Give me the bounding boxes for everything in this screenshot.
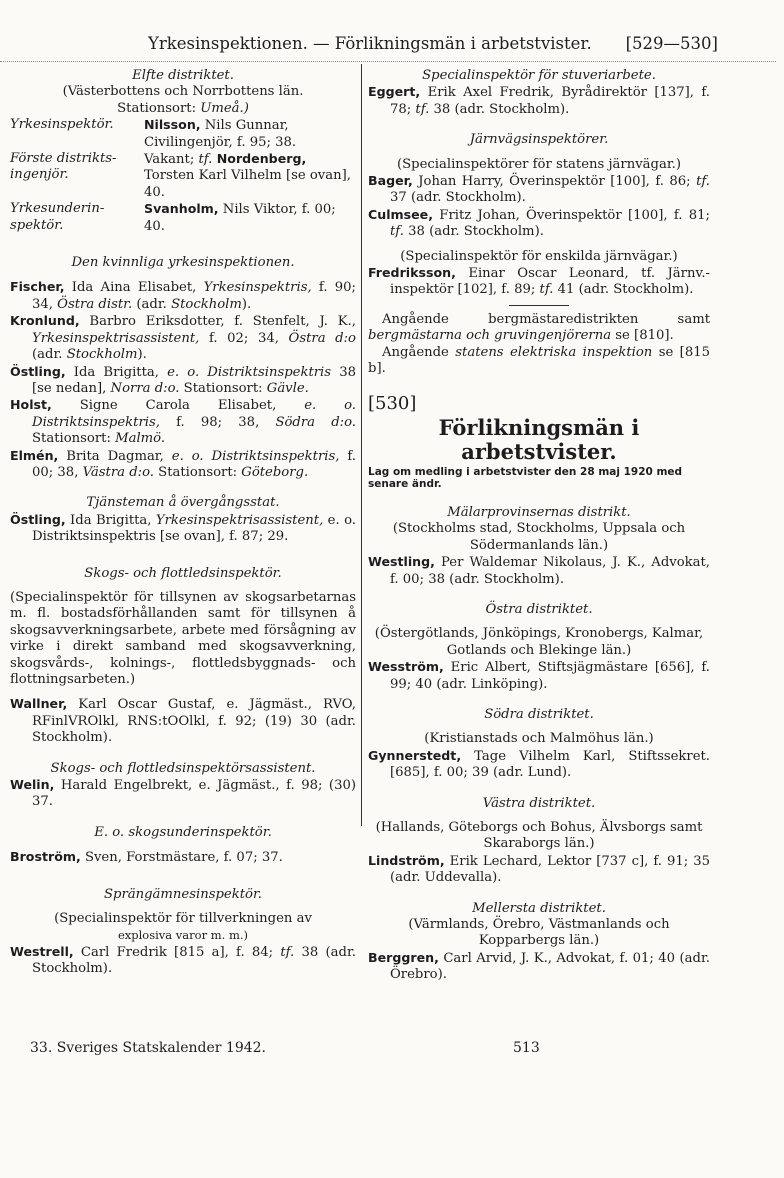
- position-table: [10, 117, 356, 235]
- person-entry: Elmén, Brita Dagmar, e. o. Distriktsinspektris, f. 00; 38, Västra d:o. Stationsort: Göteborg.: [10, 447, 356, 480]
- person-entry: Eggert, Erik Axel Fredrik, Byrådirektör [137], f. 78; tf. 38 (adr. Stockholm).: [368, 84, 710, 117]
- station-line: Stationsort: Umeå.): [117, 100, 249, 116]
- person-entry: Östling, Ida Brigitta, Yrkesinspektrisassistent, e. o. Distriktsinspektris [se ovan], f. 87; 29.: [10, 511, 356, 545]
- separator-rule: [509, 305, 569, 306]
- section-heading: Tjänsteman å övergångsstat.: [86, 495, 280, 511]
- section-heading: Den kvinnliga yrkesinspektionen.: [71, 255, 295, 271]
- person-entry: Kronlund, Barbro Eriksdotter, f. Stenfelt, J. K., Yrkesinspektrisassistent, f. 02; 34, Östra d:o (adr. Stockholm).: [10, 313, 356, 363]
- section-heading: Mälarprovinsernas distrikt.: [447, 504, 631, 520]
- district-subtitle: (Östergötlands, Jönköpings, Kronobergs, Kalmar, Gotlands och Blekinge län.): [374, 626, 704, 658]
- section-heading: Elfte distriktet.: [132, 68, 234, 83]
- section-title: Förlikningsmän i arbetstvister.: [438, 414, 640, 464]
- district-subtitle: (Värmlands, Örebro, Västmanlands och Kopparbergs län.): [408, 917, 670, 949]
- person-entry: Wallner, Karl Oscar Gustaf, e. Jägmäst., RVO, RFinlVROlkl, RNS:tOOlkl, f. 92; (19) 30 (adr. Stockholm).: [10, 696, 356, 746]
- section-heading: Skogs- och flottledsinspektörsassistent.: [50, 760, 316, 776]
- person-entry: Wesström, Eric Albert, Stiftsjägmästare [656], f. 99; 40 (adr. Linköping).: [368, 659, 710, 692]
- section-heading: Västra distriktet.: [482, 795, 596, 811]
- section-heading: Södra distriktet.: [484, 706, 594, 722]
- district-subtitle: (Kristianstads och Malmöhus län.): [424, 731, 654, 747]
- person-entry: Fischer, Ida Aina Elisabet, Yrkesinspektris, f. 90; 34, Östra distr. (adr. Stockholm).: [10, 279, 357, 312]
- left-column: [10, 68, 356, 978]
- person-entry: Lindström, Erik Lechard, Lektor [737 c], f. 91; 35 (adr. Uddevalla).: [368, 852, 710, 886]
- section-heading: Järnvägsinspektörer.: [469, 132, 609, 148]
- person-entry: Westrell, Carl Fredrik [815 a], f. 84; tf. 38 (adr. Stockholm).: [10, 943, 356, 977]
- position-row: Yrkesinspektör. Nilsson, Nils Gunnar, Civilingenjör, f. 95; 38.: [10, 117, 297, 150]
- column-divider: [361, 64, 362, 826]
- header-title: Yrkesinspektionen. — Förlikningsmän i arbetstvister.: [148, 34, 592, 53]
- district-subtitle: (Stockholms stad, Stockholms, Uppsala och Södermanlands län.): [392, 521, 686, 553]
- section-number: [530]: [368, 392, 417, 414]
- footer-source: 33. Sveriges Statskalender 1942.: [30, 1040, 267, 1056]
- person-entry: Culmsee, Fritz Johan, Överinspektör [100], f. 81; tf. 38 (adr. Stockholm).: [368, 206, 710, 240]
- section-heading: Specialinspektör för stuveriarbete.: [422, 68, 656, 83]
- person-entry: Berggren, Carl Arvid, J. K., Advokat, f. 01; 40 (adr. Örebro).: [368, 949, 710, 983]
- cross-reference: Angående bergmästaredistrikten samt bergmästarna och gruvingenjörerna se [810].: [368, 311, 710, 344]
- section-heading: Sprängämnesinspektör.: [103, 886, 262, 902]
- section-heading: Mellersta distriktet.: [472, 900, 606, 916]
- person-entry: Welin, Harald Engelbrekt, e. Jägmäst., f. 98; (30) 37.: [10, 777, 356, 810]
- header-page-range: [529—530]: [625, 34, 718, 53]
- position-row: Yrkesunderin-spektör. Svanholm, Nils Viktor, f. 00; 40.: [10, 201, 336, 234]
- district-subtitle: (Hallands, Göteborgs och Bohus, Älvsborgs samt Skaraborgs län.): [375, 820, 703, 852]
- person-entry: Gynnerstedt, Tage Vilhelm Karl, Stiftssekret. [685], f. 00; 39 (adr. Lund).: [368, 747, 710, 781]
- page-number: 513: [513, 1040, 540, 1056]
- section-description: explosiva varor m. m.): [117, 928, 249, 943]
- district-subtitle: (Västerbottens och Norrbottens län.: [62, 84, 304, 100]
- section-heading: E. o. skogsunderinspektör.: [94, 824, 272, 840]
- person-entry: Broström, Sven, Forstmästare, f. 07; 37.: [10, 849, 283, 866]
- right-column: [368, 68, 710, 984]
- section-description: (Specialinspektör för enskilda järnvägar.): [400, 248, 678, 264]
- running-header: [108, 34, 718, 60]
- section-description: (Specialinspektörer för statens järnvägar.): [396, 156, 682, 172]
- person-entry: Westling, Per Waldemar Nikolaus, J. K., Advokat, f. 00; 38 (adr. Stockholm).: [368, 554, 710, 587]
- header-rule: [0, 61, 776, 62]
- section-description: (Specialinspektör för tillsynen av skogsarbetarnas m. fl. bostadsförhållanden samt för tillsynen å skogsavverkningsarbete, arbete med försågning av virke i direkt samband med skogsavverkning, skogsvårds-, kolnings-, flottledsbyggnads- och flottningsarbeten.): [10, 589, 356, 687]
- position-row: Förste distrikts-ingenjör. Vakant; tf. Nordenberg, Torsten Karl Vilhelm [se ovan], 40.: [10, 151, 351, 200]
- section-heading: Östra distriktet.: [485, 601, 593, 617]
- section-description: (Specialinspektör för tillverkningen av: [54, 911, 312, 927]
- person-entry: Holst, Signe Carola Elisabet, e. o. Distriktsinspektris, f. 98; 38, Södra d:o. Stationsort: Malmö.: [10, 397, 357, 447]
- person-entry: Fredriksson, Einar Oscar Leonard, tf. Järnv.-inspektör [102], f. 89; tf. 41 (adr. Stockholm).: [368, 265, 710, 298]
- section-note: Lag om medling i arbetstvister den 28 maj 1920 med senare ändr.: [368, 465, 683, 491]
- person-entry: Östling, Ida Brigitta, e. o. Distriktsinspektris 38 [se nedan], Norra d:o. Stationsort: Gävle.: [10, 363, 356, 396]
- cross-reference: Angående statens elektriska inspektion se [815 b].: [368, 344, 711, 377]
- person-entry: Bager, Johan Harry, Överinspektör [100], f. 86; tf. 37 (adr. Stockholm).: [368, 173, 710, 206]
- section-heading: Skogs- och flottledsinspektör.: [84, 565, 282, 581]
